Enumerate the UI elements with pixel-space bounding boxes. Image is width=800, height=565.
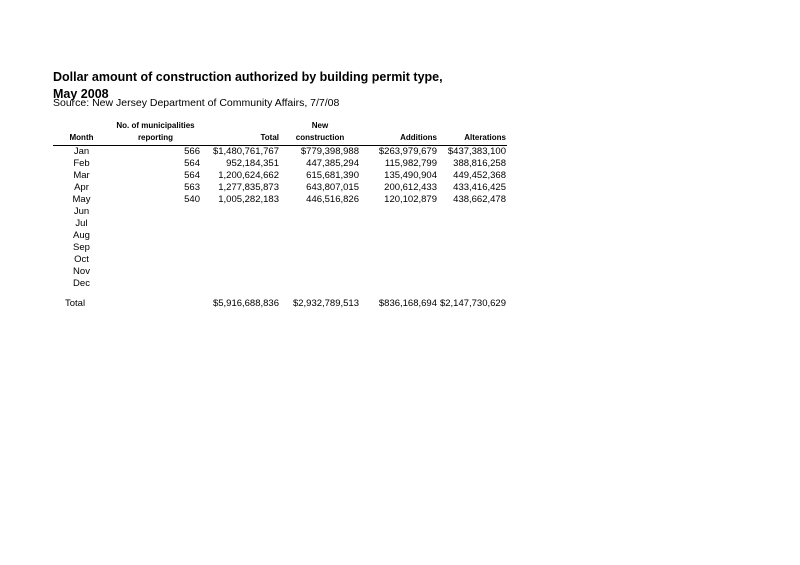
table-header <box>53 120 507 146</box>
cell-total <box>201 254 280 266</box>
cell-additions: 115,982,799 <box>384 158 437 169</box>
table-row <box>53 242 507 254</box>
cell-month: Sep <box>73 242 90 253</box>
header-munic-line2: reporting <box>110 132 201 146</box>
header-alterations: Alterations <box>438 132 507 146</box>
table-row <box>53 218 507 230</box>
permit-table <box>53 120 507 310</box>
cell-month: Feb <box>73 158 90 169</box>
cell-municipalities <box>110 242 201 254</box>
cell-alterations <box>438 278 507 290</box>
cell-total <box>201 266 280 278</box>
table-row <box>53 254 507 266</box>
cell-month: Jan <box>73 146 90 157</box>
cell-new-construction: 447,385,294 <box>306 158 359 169</box>
cell-total: 1,200,624,662 <box>218 170 279 181</box>
cell-new-construction: 643,807,015 <box>306 182 359 193</box>
report-title-line2: May 2008 <box>53 87 109 101</box>
cell-municipalities <box>110 206 201 218</box>
header-new-line1: New <box>311 121 329 130</box>
cell-alterations: 438,662,478 <box>453 194 506 205</box>
cell-additions <box>360 278 438 290</box>
cell-month: Jun <box>73 206 90 217</box>
cell-additions <box>360 218 438 230</box>
cell-total <box>201 230 280 242</box>
header-month: Month <box>53 132 110 146</box>
cell-alterations <box>438 266 507 278</box>
cell-new-construction <box>280 206 360 218</box>
cell-municipalities <box>110 254 201 266</box>
cell-additions: 120,102,879 <box>384 194 437 205</box>
table-row <box>53 158 507 170</box>
cell-alterations: 449,452,368 <box>453 170 506 181</box>
table-row <box>53 278 507 290</box>
cell-new-construction <box>280 218 360 230</box>
totals-new-construction: $2,932,789,513 <box>292 298 359 309</box>
cell-alterations <box>438 254 507 266</box>
cell-new-construction: 615,681,390 <box>306 170 359 181</box>
cell-month: Dec <box>73 278 90 289</box>
cell-alterations: $437,383,100 <box>447 146 506 157</box>
cell-total: 1,005,282,183 <box>218 194 279 205</box>
table-row <box>53 146 507 159</box>
report-source: Source: New Jersey Department of Community Affairs, 7/7/08 <box>53 97 340 109</box>
cell-new-construction: $779,398,988 <box>300 146 359 157</box>
header-munic-line1: No. of municipalities <box>116 121 195 130</box>
cell-additions <box>360 254 438 266</box>
totals-additions: $836,168,694 <box>378 298 437 309</box>
cell-total: 952,184,351 <box>226 158 279 169</box>
cell-month: Jul <box>75 218 88 229</box>
header-additions: Additions <box>360 132 438 146</box>
cell-municipalities <box>110 230 201 242</box>
cell-month: Apr <box>74 182 89 193</box>
cell-total <box>201 278 280 290</box>
table-row <box>53 266 507 278</box>
table-row <box>53 206 507 218</box>
cell-additions: 200,612,433 <box>384 182 437 193</box>
cell-new-construction <box>280 278 360 290</box>
cell-alterations: 388,816,258 <box>453 158 506 169</box>
table-row <box>53 194 507 206</box>
cell-new-construction <box>280 266 360 278</box>
spacer-row <box>53 290 507 298</box>
cell-municipalities: 566 <box>184 146 200 157</box>
cell-month: May <box>72 194 91 205</box>
cell-month: Aug <box>73 230 90 241</box>
cell-additions: $263,979,679 <box>378 146 437 157</box>
totals-label: Total <box>65 298 86 309</box>
cell-alterations <box>438 218 507 230</box>
cell-new-construction: 446,516,826 <box>306 194 359 205</box>
header-row-2 <box>53 132 507 146</box>
cell-alterations <box>438 230 507 242</box>
cell-municipalities <box>110 278 201 290</box>
cell-municipalities <box>110 218 201 230</box>
cell-total: 1,277,835,873 <box>218 182 279 193</box>
cell-additions <box>360 230 438 242</box>
cell-alterations <box>438 206 507 218</box>
totals-total: $5,916,688,836 <box>212 298 279 309</box>
cell-municipalities: 564 <box>184 170 200 181</box>
cell-new-construction <box>280 230 360 242</box>
cell-municipalities: 563 <box>184 182 200 193</box>
header-new-line2: construction <box>280 132 360 146</box>
cell-municipalities: 564 <box>184 158 200 169</box>
cell-total <box>201 242 280 254</box>
cell-alterations <box>438 242 507 254</box>
cell-month: Nov <box>73 266 90 277</box>
cell-additions <box>360 242 438 254</box>
header-row-1 <box>53 120 507 132</box>
cell-municipalities <box>110 266 201 278</box>
totals-municipalities <box>110 298 201 310</box>
table-row <box>53 170 507 182</box>
cell-additions: 135,490,904 <box>384 170 437 181</box>
cell-total <box>201 218 280 230</box>
cell-additions <box>360 266 438 278</box>
cell-new-construction <box>280 242 360 254</box>
cell-alterations: 433,416,425 <box>453 182 506 193</box>
report-title-line1: Dollar amount of construction authorized by building permit type, <box>53 70 443 84</box>
totals-alterations: $2,147,730,629 <box>439 298 506 309</box>
table-row <box>53 230 507 242</box>
cell-month: Oct <box>74 254 89 265</box>
cell-total: $1,480,761,767 <box>212 146 279 157</box>
cell-new-construction <box>280 254 360 266</box>
header-total: Total <box>201 132 280 146</box>
cell-month: Mar <box>73 170 90 181</box>
table-row <box>53 182 507 194</box>
cell-additions <box>360 206 438 218</box>
table-body <box>53 146 507 311</box>
totals-row <box>53 298 507 310</box>
cell-total <box>201 206 280 218</box>
cell-municipalities: 540 <box>184 194 200 205</box>
